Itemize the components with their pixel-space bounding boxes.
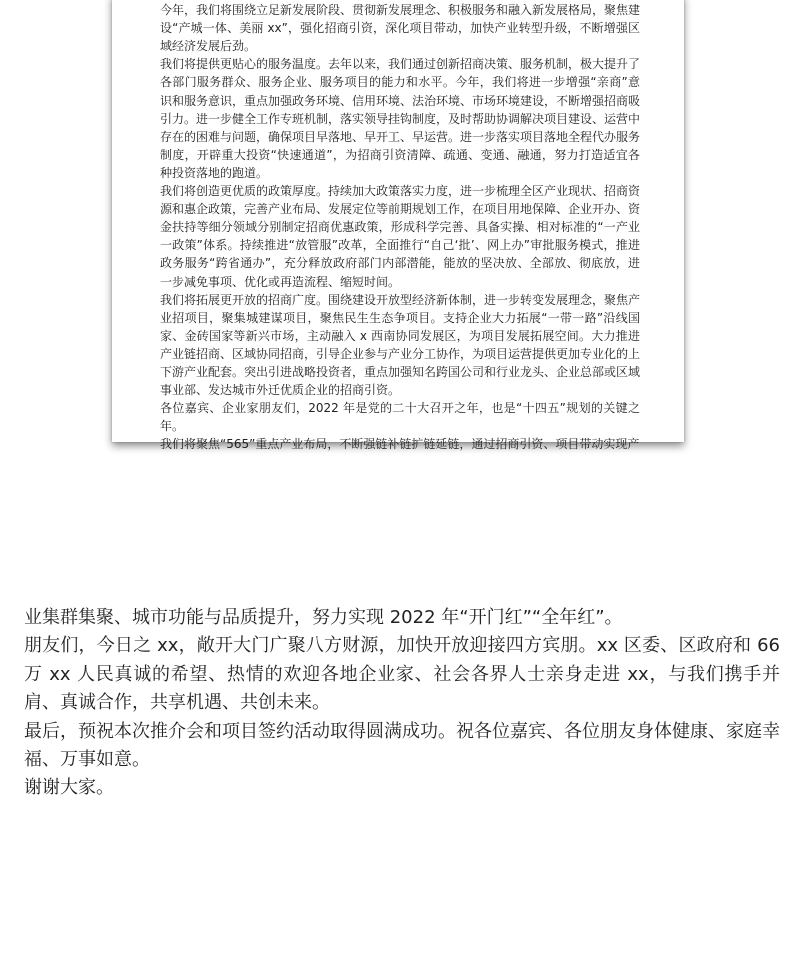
page-paragraph: 我们将聚焦“565”重点产业布局，不断强链补链扩链延链，通过招商引资、项目带动实现产 [160,437,640,452]
document-page-preview [112,0,684,452]
continued-text-body [24,604,780,803]
page-paragraph: 今年，我们将围绕立足新发展阶段、贯彻新发展理念、积极服务和融入新发展格局，聚焦建设“产城一体、美丽 xx”，强化招商引资，深化项目带动，加快产业转型升级，不断增强区域经济发展后劲。 [160,3,641,54]
text-paragraph: 朋友们，今日之 xx，敞开大门广聚八方财源，加快开放迎接四方宾朋。xx 区委、区政府和 66 万 xx 人民真诚的希望、热情的欢迎各地企业家、社会各界人士亲身走进 xx，与我们携手并肩、真诚合作，共享机遇、共创未来。 [24,635,780,714]
page-paragraph: 我们将拓展更开放的招商广度。围绕建设开放型经济新体制，进一步转变发展理念，聚焦产业招项目，聚集城建谋项目，聚焦民生生态争项目。支持企业大力拓展“一带一路”沿线国家、金砖国家等新兴市场，主动融入 x 西南协同发展区，为项目发展拓展空间。大力推进产业链招商、区域协同招商，引导企业参与产业分工协作，为项目运营提供更加专业化的上下游产业配套。突出引进战略投资者，重点加强知名跨国公司和行业龙头、企业总部或区域事业部、发达城市外迁优质企业的招商引资。 [160,292,641,398]
page-paragraph: 我们将提供更贴心的服务温度。去年以来，我们通过创新招商决策、服务机制，极大提升了各部门服务群众、服务企业、服务项目的能力和水平。今年，我们将进一步增强“亲商”意识和服务意识，重点加强政务环境、信用环境、法治环境、市场环境建设，不断增强招商吸引力。进一步健全工作专班机制，落实领导挂钩制度，及时帮助协调解决项目建设、运营中存在的困难与问题，确保项目早落地、早开工、早运营。进一步落实项目落地全程代办服务制度，开辟重大投资“快速通道”，为招商引资清障、疏通、变通、融通，努力打造适宜各种投资落地的跑道。 [160,57,641,180]
text-paragraph: 最后，预祝本次推介会和项目签约活动取得圆满成功。祝各位嘉宾、各位朋友身体健康、家庭幸福、万事如意。 [24,720,780,771]
text-paragraph: 谢谢大家。 [24,777,114,799]
page-paragraph: 我们将创造更优质的政策厚度。持续加大政策落实力度，进一步梳理全区产业现状、招商资源和惠企政策，完善产业布局、发展定位等前期规划工作，在项目用地保障、企业开办、资金扶持等细分领域分别制定招商优惠政策，形成科学完善、具备实操、相对标准的“一产业一政策”体系。持续推进“放管服”改革，全面推行“自己‘批’、网上办”审批服务模式，推进政务服务“跨省通办”，充分释放政府部门内部潜能，能放的坚决放、全部放、彻底放，进一步减免事项、优化或再造流程、缩短时间。 [160,184,641,289]
page-text-body [160,0,640,453]
page-paragraph: 各位嘉宾、企业家朋友们，2022 年是党的二十大召开之年，也是“十四五”规划的关键之年。 [160,401,640,434]
text-paragraph: 业集群集聚、城市功能与品质提升，努力实现 2022 年“开门红”“全年红”。 [24,607,623,628]
